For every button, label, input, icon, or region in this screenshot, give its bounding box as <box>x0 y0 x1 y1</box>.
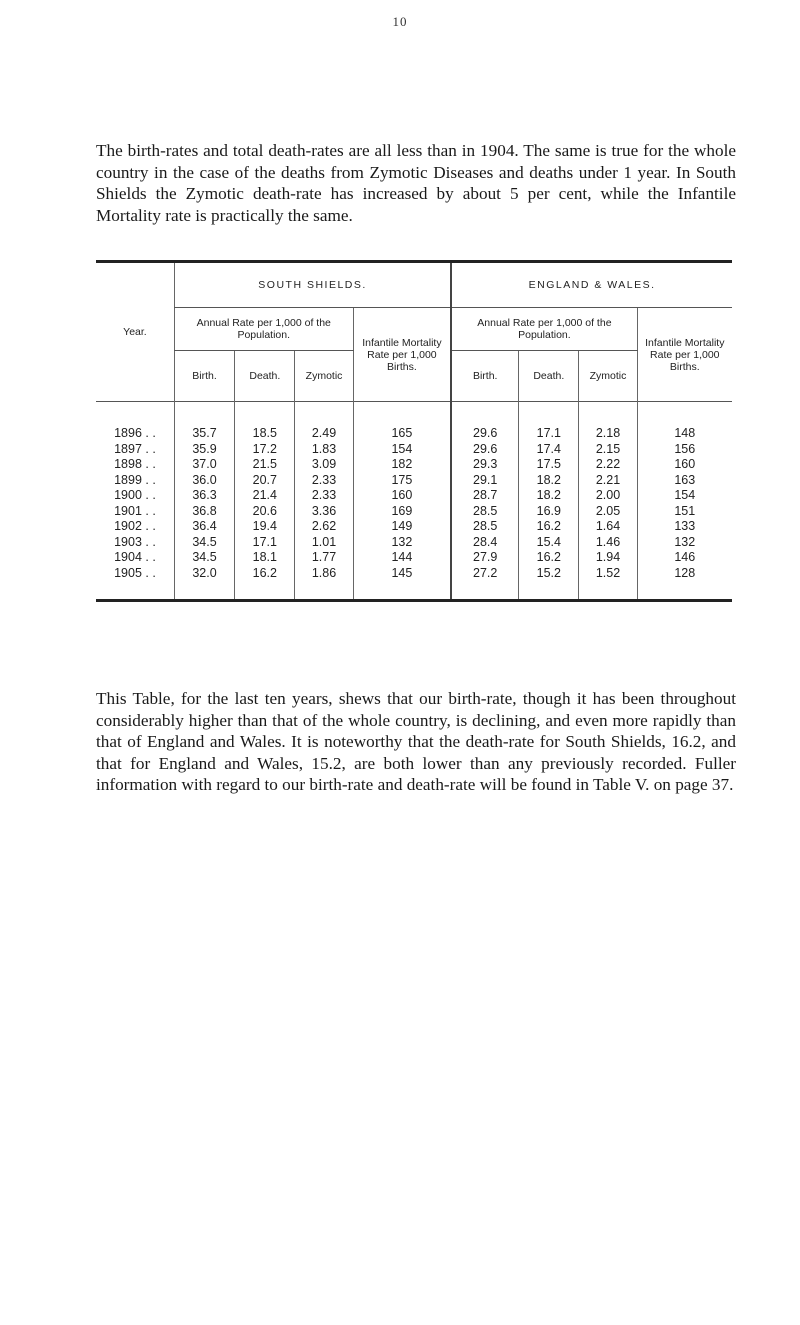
ss-birth-cell: 32.0 <box>174 566 234 582</box>
ew-zymotic-cell: 1.94 <box>579 550 637 566</box>
year: 1901 . . <box>114 503 156 518</box>
ss-annual-rate-header: Annual Rate per 1,000 of the Population. <box>174 308 353 351</box>
ss-zymotic-cell: 1.77 <box>295 550 353 566</box>
ew-infantile-cell: 160 <box>637 457 732 473</box>
ss-birth-cell: 36.4 <box>174 519 234 535</box>
ss-death-cell: 19.4 <box>235 519 295 535</box>
closing-paragraph: This Table, for the last ten years, shews that our birth-rate, though it has been throughout considerably higher than that of the whole country, is declining, and even more rapidly than that of England and Wales. It is noteworthy that the death-rate for South Shields, 16.2, and that for England and Wales, 15.2, are both lower than any previously recorded. Fuller information with regard to our birth-rate and death-rate will be found in Table V. on page 37. <box>96 689 736 795</box>
table-row <box>96 457 732 473</box>
ew-death-cell: 16.2 <box>519 550 579 566</box>
ew-birth-cell: 29.1 <box>451 473 518 489</box>
ew-zymotic-cell: 1.46 <box>579 535 637 551</box>
table-row <box>96 504 732 520</box>
ss-death-cell: 21.4 <box>235 488 295 504</box>
ew-zymotic-cell: 2.21 <box>579 473 637 489</box>
ew-infantile-cell: 133 <box>637 519 732 535</box>
ew-death-cell: 17.5 <box>519 457 579 473</box>
year-header: Year. <box>123 326 147 338</box>
ew-infantile-cell: 146 <box>637 550 732 566</box>
ss-infantile-cell: 182 <box>353 457 451 473</box>
ew-death-header: Death. <box>519 351 579 402</box>
table-row <box>96 566 732 582</box>
intro-paragraph: The birth-rates and total death-rates are all less than in 1904. The same is true for the whole country in the case of the deaths from Zymotic Diseases and deaths under 1 year. In South Shields the Zymotic death-rate has increased by about 5 per cent, while the Infantile Mortality rate is practically the same. <box>96 141 736 225</box>
ew-birth-cell: 28.4 <box>451 535 518 551</box>
ss-death-cell: 18.5 <box>235 426 295 442</box>
vital-statistics-table <box>96 260 732 602</box>
ew-infantile-cell: 154 <box>637 488 732 504</box>
page-number: 10 <box>392 14 408 29</box>
year: 1903 . . <box>114 534 156 549</box>
ew-zymotic-header: Zymotic <box>579 351 637 402</box>
ew-birth-cell: 27.9 <box>451 550 518 566</box>
table-row <box>96 488 732 504</box>
ss-infantile-cell: 145 <box>353 566 451 582</box>
ew-birth-header: Birth. <box>451 351 518 402</box>
ss-death-cell: 18.1 <box>235 550 295 566</box>
year: 1905 . . <box>114 565 156 580</box>
ew-zymotic-cell: 1.52 <box>579 566 637 582</box>
ss-infantile-cell: 165 <box>353 426 451 442</box>
table-row <box>96 550 732 566</box>
ss-zymotic-cell: 1.86 <box>295 566 353 582</box>
ss-death-cell: 21.5 <box>235 457 295 473</box>
ew-zymotic-cell: 2.15 <box>579 442 637 458</box>
ew-birth-cell: 29.6 <box>451 426 518 442</box>
ss-birth-cell: 37.0 <box>174 457 234 473</box>
ew-infantile-cell: 132 <box>637 535 732 551</box>
ss-infantile-cell: 154 <box>353 442 451 458</box>
ss-zymotic-cell: 2.62 <box>295 519 353 535</box>
ss-birth-cell: 35.7 <box>174 426 234 442</box>
year: 1897 . . <box>114 441 156 456</box>
ss-infantile-cell: 132 <box>353 535 451 551</box>
table-row <box>96 473 732 489</box>
ew-birth-cell: 27.2 <box>451 566 518 582</box>
ss-death-cell: 20.7 <box>235 473 295 489</box>
south-shields-header: SOUTH SHIELDS. <box>174 262 451 308</box>
ss-death-cell: 20.6 <box>235 504 295 520</box>
table-row <box>96 442 732 458</box>
ss-zymotic-cell: 1.83 <box>295 442 353 458</box>
ss-infantile-cell: 169 <box>353 504 451 520</box>
ss-birth-cell: 36.0 <box>174 473 234 489</box>
ew-birth-cell: 28.7 <box>451 488 518 504</box>
ew-infantile-header: Infantile Mortality Rate per 1,000 Births. <box>637 308 732 402</box>
ew-infantile-cell: 163 <box>637 473 732 489</box>
ew-infantile-cell: 148 <box>637 426 732 442</box>
year: 1898 . . <box>114 457 156 471</box>
ss-death-cell: 17.1 <box>235 535 295 551</box>
year: 1900 . . <box>114 488 156 502</box>
ss-death-header: Death. <box>235 351 295 402</box>
table-row <box>96 535 732 551</box>
ss-zymotic-cell: 3.36 <box>295 504 353 520</box>
ew-death-cell: 17.4 <box>519 442 579 458</box>
ew-death-cell: 16.9 <box>519 504 579 520</box>
year: 1896 . . <box>114 426 156 440</box>
ew-birth-cell: 29.3 <box>451 457 518 473</box>
table-row <box>96 519 732 535</box>
ss-zymotic-cell: 1.01 <box>295 535 353 551</box>
ew-infantile-cell: 151 <box>637 504 732 520</box>
ew-birth-cell: 28.5 <box>451 519 518 535</box>
england-wales-header: ENGLAND & WALES. <box>451 262 732 308</box>
year: 1899 . . <box>114 472 156 487</box>
ew-birth-cell: 29.6 <box>451 442 518 458</box>
ss-zymotic-cell: 2.33 <box>295 473 353 489</box>
ss-zymotic-cell: 2.49 <box>295 426 353 442</box>
ss-zymotic-cell: 2.33 <box>295 488 353 504</box>
ew-death-cell: 15.4 <box>519 535 579 551</box>
ew-annual-rate-header: Annual Rate per 1,000 of the Population. <box>451 308 637 351</box>
ss-birth-cell: 34.5 <box>174 535 234 551</box>
table-body <box>96 402 732 601</box>
ew-zymotic-cell: 2.05 <box>579 504 637 520</box>
ew-zymotic-cell: 2.22 <box>579 457 637 473</box>
year: 1902 . . <box>114 519 156 533</box>
ew-death-cell: 18.2 <box>519 488 579 504</box>
ss-birth-header: Birth. <box>174 351 234 402</box>
ew-death-cell: 15.2 <box>519 566 579 582</box>
ss-death-cell: 16.2 <box>235 566 295 582</box>
ss-birth-cell: 35.9 <box>174 442 234 458</box>
ew-zymotic-cell: 1.64 <box>579 519 637 535</box>
ss-birth-cell: 36.3 <box>174 488 234 504</box>
ew-infantile-cell: 156 <box>637 442 732 458</box>
ss-infantile-cell: 149 <box>353 519 451 535</box>
ew-infantile-cell: 128 <box>637 566 732 582</box>
ss-birth-cell: 36.8 <box>174 504 234 520</box>
ew-birth-cell: 28.5 <box>451 504 518 520</box>
ew-death-cell: 17.1 <box>519 426 579 442</box>
year: 1904 . . <box>114 550 156 564</box>
ew-death-cell: 16.2 <box>519 519 579 535</box>
ss-zymotic-header: Zymotic <box>295 351 353 402</box>
ss-zymotic-cell: 3.09 <box>295 457 353 473</box>
ew-zymotic-cell: 2.00 <box>579 488 637 504</box>
table-row <box>96 426 732 442</box>
ss-infantile-header: Infantile Mortality Rate per 1,000 Births. <box>353 308 451 402</box>
ss-infantile-cell: 144 <box>353 550 451 566</box>
ss-death-cell: 17.2 <box>235 442 295 458</box>
ew-death-cell: 18.2 <box>519 473 579 489</box>
ss-infantile-cell: 160 <box>353 488 451 504</box>
ss-birth-cell: 34.5 <box>174 550 234 566</box>
ew-zymotic-cell: 2.18 <box>579 426 637 442</box>
ss-infantile-cell: 175 <box>353 473 451 489</box>
